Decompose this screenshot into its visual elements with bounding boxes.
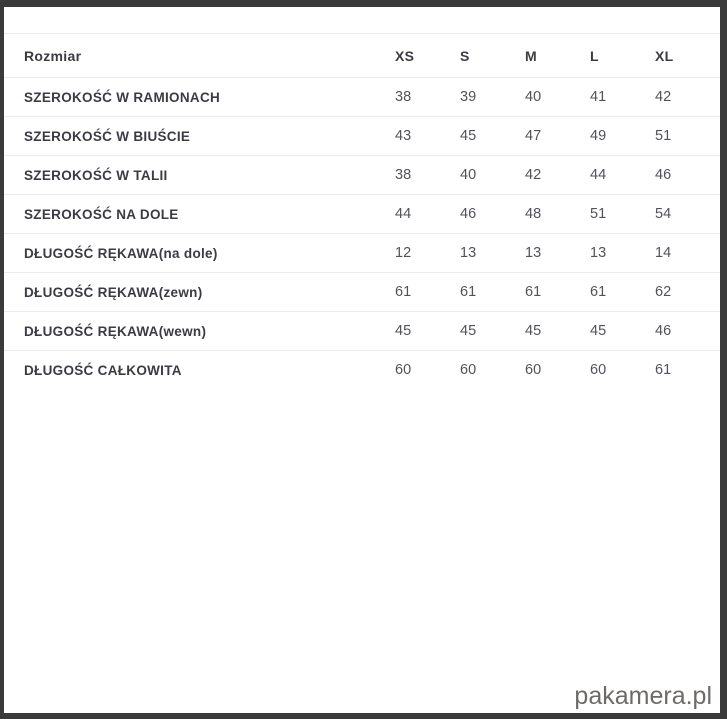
cell-value: 46 xyxy=(655,323,672,339)
cell-value: 38 xyxy=(395,167,412,183)
table-row xyxy=(4,194,720,233)
table-row xyxy=(4,272,720,311)
table-row xyxy=(4,116,720,155)
cell-value: 60 xyxy=(460,362,477,378)
row-label: SZEROKOŚĆ W BIUŚCIE xyxy=(24,128,191,144)
cell-value: 42 xyxy=(525,167,542,183)
header-col-s: S xyxy=(460,47,470,64)
row-label: SZEROKOŚĆ W RAMIONACH xyxy=(24,89,221,105)
row-label: DŁUGOŚĆ RĘKAWA(wewn) xyxy=(24,323,207,339)
cell-value: 44 xyxy=(590,167,607,183)
cell-value: 38 xyxy=(395,89,412,105)
row-label: SZEROKOŚĆ NA DOLE xyxy=(24,206,179,222)
cell-value: 48 xyxy=(525,206,542,222)
cell-value: 60 xyxy=(525,362,542,378)
cell-value: 60 xyxy=(395,362,412,378)
cell-value: 45 xyxy=(460,323,477,339)
row-label: SZEROKOŚĆ W TALII xyxy=(24,167,168,183)
table-row xyxy=(4,311,720,350)
table-row xyxy=(4,233,720,272)
cell-value: 42 xyxy=(655,89,672,105)
header-col-l: L xyxy=(590,47,599,64)
cell-value: 47 xyxy=(525,128,542,144)
cell-value: 60 xyxy=(590,362,607,378)
pakamera-logo: pakamera.pl xyxy=(574,682,712,710)
cell-value: 43 xyxy=(395,128,412,144)
cell-value: 46 xyxy=(460,206,477,222)
table-row xyxy=(4,77,720,116)
cell-value: 44 xyxy=(395,206,412,222)
cell-value: 41 xyxy=(590,89,607,105)
cell-value: 49 xyxy=(590,128,607,144)
cell-value: 61 xyxy=(525,284,542,300)
header-label-rozmiar: Rozmiar xyxy=(24,47,82,64)
cell-value: 40 xyxy=(525,89,542,105)
cell-value: 13 xyxy=(525,245,542,261)
cell-value: 61 xyxy=(460,284,477,300)
row-label: DŁUGOŚĆ RĘKAWA(na dole) xyxy=(24,245,218,261)
row-label: DŁUGOŚĆ CAŁKOWITA xyxy=(24,362,182,378)
cell-value: 45 xyxy=(460,128,477,144)
cell-value: 62 xyxy=(655,284,672,300)
cell-value: 46 xyxy=(655,167,672,183)
size-chart-table xyxy=(4,33,720,389)
cell-value: 54 xyxy=(655,206,672,222)
header-col-xl: XL xyxy=(655,47,674,64)
cell-value: 61 xyxy=(655,362,672,378)
cell-value: 61 xyxy=(590,284,607,300)
header-col-xs: XS xyxy=(395,47,415,64)
cell-value: 40 xyxy=(460,167,477,183)
cell-value: 12 xyxy=(395,245,412,261)
cell-value: 45 xyxy=(395,323,412,339)
cell-value: 39 xyxy=(460,89,477,105)
table-header-row xyxy=(4,33,720,77)
cell-value: 13 xyxy=(590,245,607,261)
row-label: DŁUGOŚĆ RĘKAWA(zewn) xyxy=(24,284,203,300)
cell-value: 51 xyxy=(655,128,672,144)
header-col-m: M xyxy=(525,47,537,64)
cell-value: 45 xyxy=(590,323,607,339)
cell-value: 45 xyxy=(525,323,542,339)
cell-value: 51 xyxy=(590,206,607,222)
cell-value: 61 xyxy=(395,284,412,300)
table-row xyxy=(4,350,720,389)
table-row xyxy=(4,155,720,194)
cell-value: 14 xyxy=(655,245,672,261)
cell-value: 13 xyxy=(460,245,477,261)
